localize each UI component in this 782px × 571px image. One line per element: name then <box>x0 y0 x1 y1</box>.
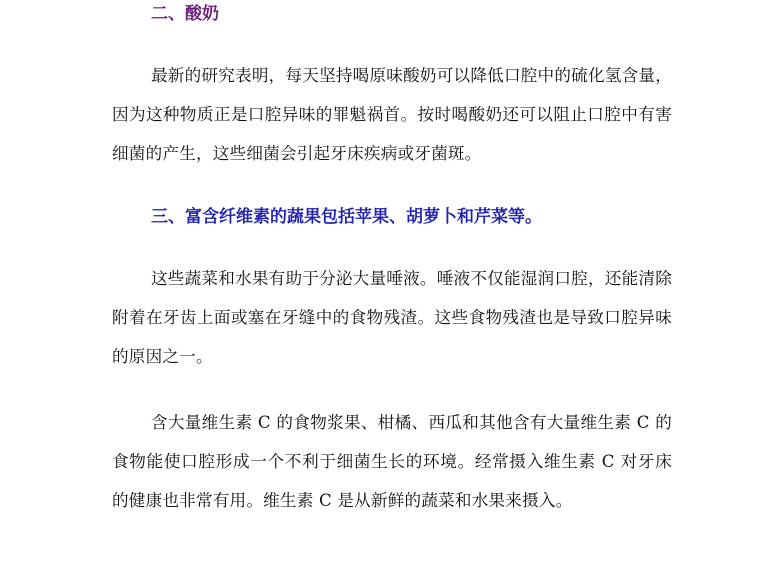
paragraph-saliva: 这些蔬菜和水果有助于分泌大量唾液。唾液不仅能湿润口腔，还能清除附着在牙齿上面或塞在牙缝中的食物残渣。这些食物残渣也是导致口腔异味的原因之一。 <box>112 269 672 366</box>
section-heading-yogurt: 二、酸奶 <box>151 4 219 24</box>
paragraph-vitamin-c: 含大量维生素 C 的食物浆果、柑橘、西瓜和其他含有大量维生素 C 的食物能使口腔形成一个不利于细菌生长的环境。经常摄入维生素 C 对牙床的健康也非常有用。维生素 C 是从新鲜的蔬菜和水果来摄入。 <box>112 413 672 510</box>
section-heading-fiber-produce: 三、富含纤维素的蔬果包括苹果、胡萝卜和芹菜等。 <box>151 207 542 227</box>
paragraph-yogurt: 最新的研究表明，每天坚持喝原味酸奶可以降低口腔中的硫化氢含量，因为这种物质正是口腔异味的罪魁祸首。按时喝酸奶还可以阻止口腔中有害细菌的产生，这些细菌会引起牙床疾病或牙菌斑。 <box>112 66 672 163</box>
